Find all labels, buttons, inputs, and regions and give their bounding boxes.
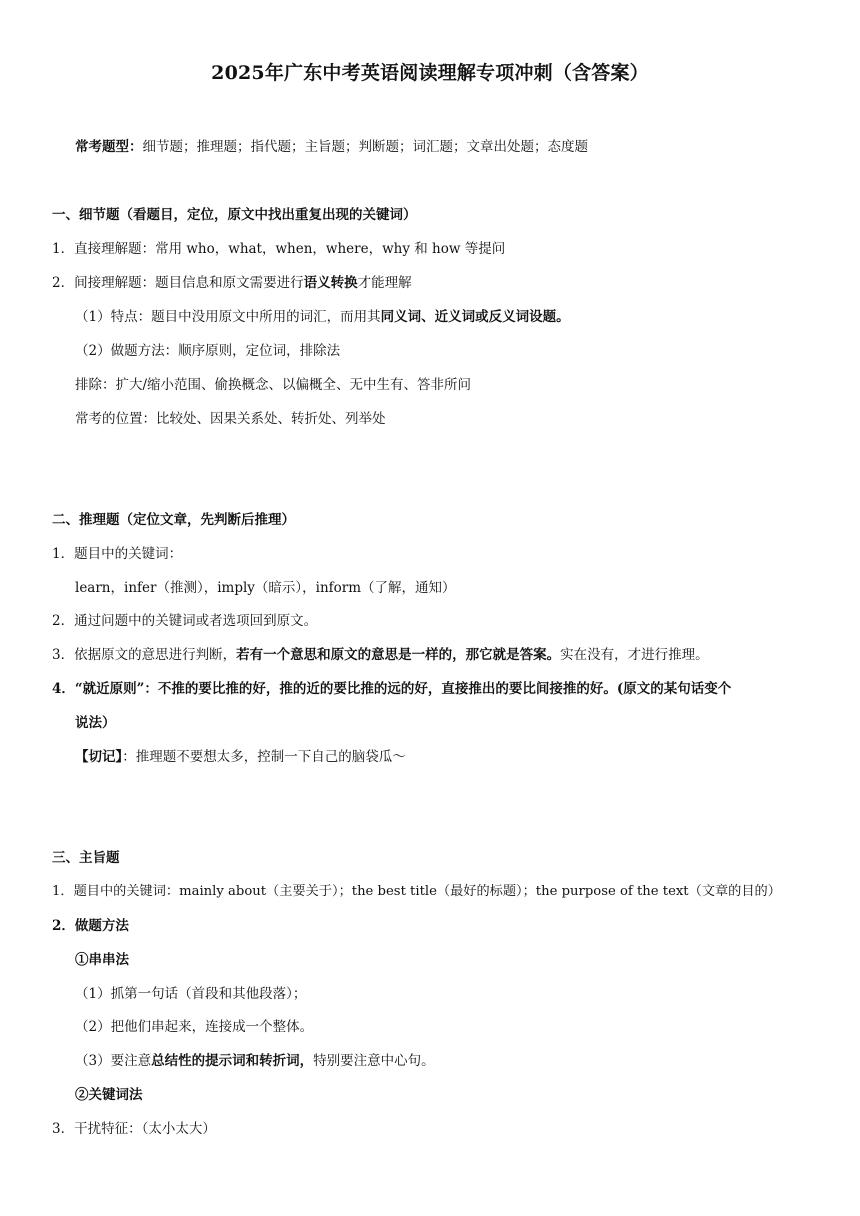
section1-sub2: （2）做题方法：顺序原则，定位词，排除法 <box>75 343 341 359</box>
common-types-label: 常考题型： <box>75 139 143 155</box>
section1-exclude: 排除：扩大/缩小范围、偷换概念、以偏概全、无中生有、答非所问 <box>75 377 472 393</box>
section1-item2-emphasis: 语义转换 <box>303 275 358 291</box>
section3-m1-step1: （1）抓第一句话（首段和其他段落）； <box>75 986 307 1002</box>
section2-remember-text: ：推理题不要想太多，控制一下自己的脑袋瓜～ <box>122 749 406 765</box>
section3-method2: ②关键词法 <box>75 1087 143 1103</box>
section3-method1: ①串串法 <box>75 952 129 968</box>
section3-item2: 2．做题方法 <box>52 918 129 934</box>
section1-item2-text: 2．间接理解题：题目信息和原文需要进行 <box>52 275 304 291</box>
section1-sub1-emphasis: 同义词、近义词或反义词设题。 <box>380 309 570 325</box>
section3-m1-step3-emphasis: 总结性的提示词和转折词， <box>151 1053 314 1069</box>
section3-heading: 三、主旨题 <box>52 850 120 866</box>
section2-item3-text-end: 实在没有，才进行推理。 <box>560 647 709 663</box>
section3-m1-step3-text: （3）要注意 <box>75 1053 152 1069</box>
section2-remember-label: 【切记】 <box>75 749 123 765</box>
section2-item1: 1．题目中的关键词： <box>52 546 183 562</box>
section1-sub1-text: （1）特点：题目中没用原文中所用的词汇，而用其 <box>75 309 381 325</box>
section1-item1: 1．直接理解题：常用 who，what，when，where，why 和 how 等提问 <box>52 241 506 257</box>
section2-item3-emphasis: 若有一个意思和原文的意思是一样的，那它就是答案。 <box>236 647 561 663</box>
section3-m1-step3 <box>75 1051 435 1071</box>
section2-item4-line1: 4．“就近原则”：不推的要比推的好，推的近的要比推的远的好，直接推出的要比间接推的好。(原文的某句话变个 <box>52 681 732 697</box>
section2-item2: 2．通过问题中的关键词或者选项回到原文。 <box>52 613 318 629</box>
section1-item2-text-end: 才能理解 <box>357 275 412 291</box>
section3-item3: 3．干扰特征：（太小太大） <box>52 1121 216 1137</box>
section2-keywords: learn，infer（推测），imply（暗示），inform（了解，通知） <box>75 580 456 596</box>
section2-remember <box>75 747 406 767</box>
section1-item2 <box>52 273 412 293</box>
section1-sub1 <box>75 307 570 327</box>
section3-item1: 1．题目中的关键词：mainly about（主要关于）；the best title（最好的标题）；the purpose of the text（文章的目的） <box>52 884 781 899</box>
section2-heading: 二、推理题（定位文章，先判断后推理） <box>52 512 295 528</box>
section3-m1-step3-text-end: 特别要注意中心句。 <box>313 1053 435 1069</box>
page-title: 2025年广东中考英语阅读理解专项冲刺（含答案） <box>211 62 649 84</box>
section2-item3 <box>52 645 709 665</box>
common-types-text: 细节题；推理题；指代题；主旨题；判断题；词汇题；文章出处题；态度题 <box>142 139 588 155</box>
section1-positions: 常考的位置：比较处、因果关系处、转折处、列举处 <box>75 411 386 427</box>
section2-item3-text: 3．依据原文的意思进行判断， <box>52 647 237 663</box>
common-types-line <box>75 137 588 157</box>
section1-heading: 一、细节题（看题目，定位，原文中找出重复出现的关键词） <box>52 207 417 223</box>
section2-item4-line2: 说法） <box>75 715 116 731</box>
section3-m1-step2: （2）把他们串起来，连接成一个整体。 <box>75 1019 314 1035</box>
